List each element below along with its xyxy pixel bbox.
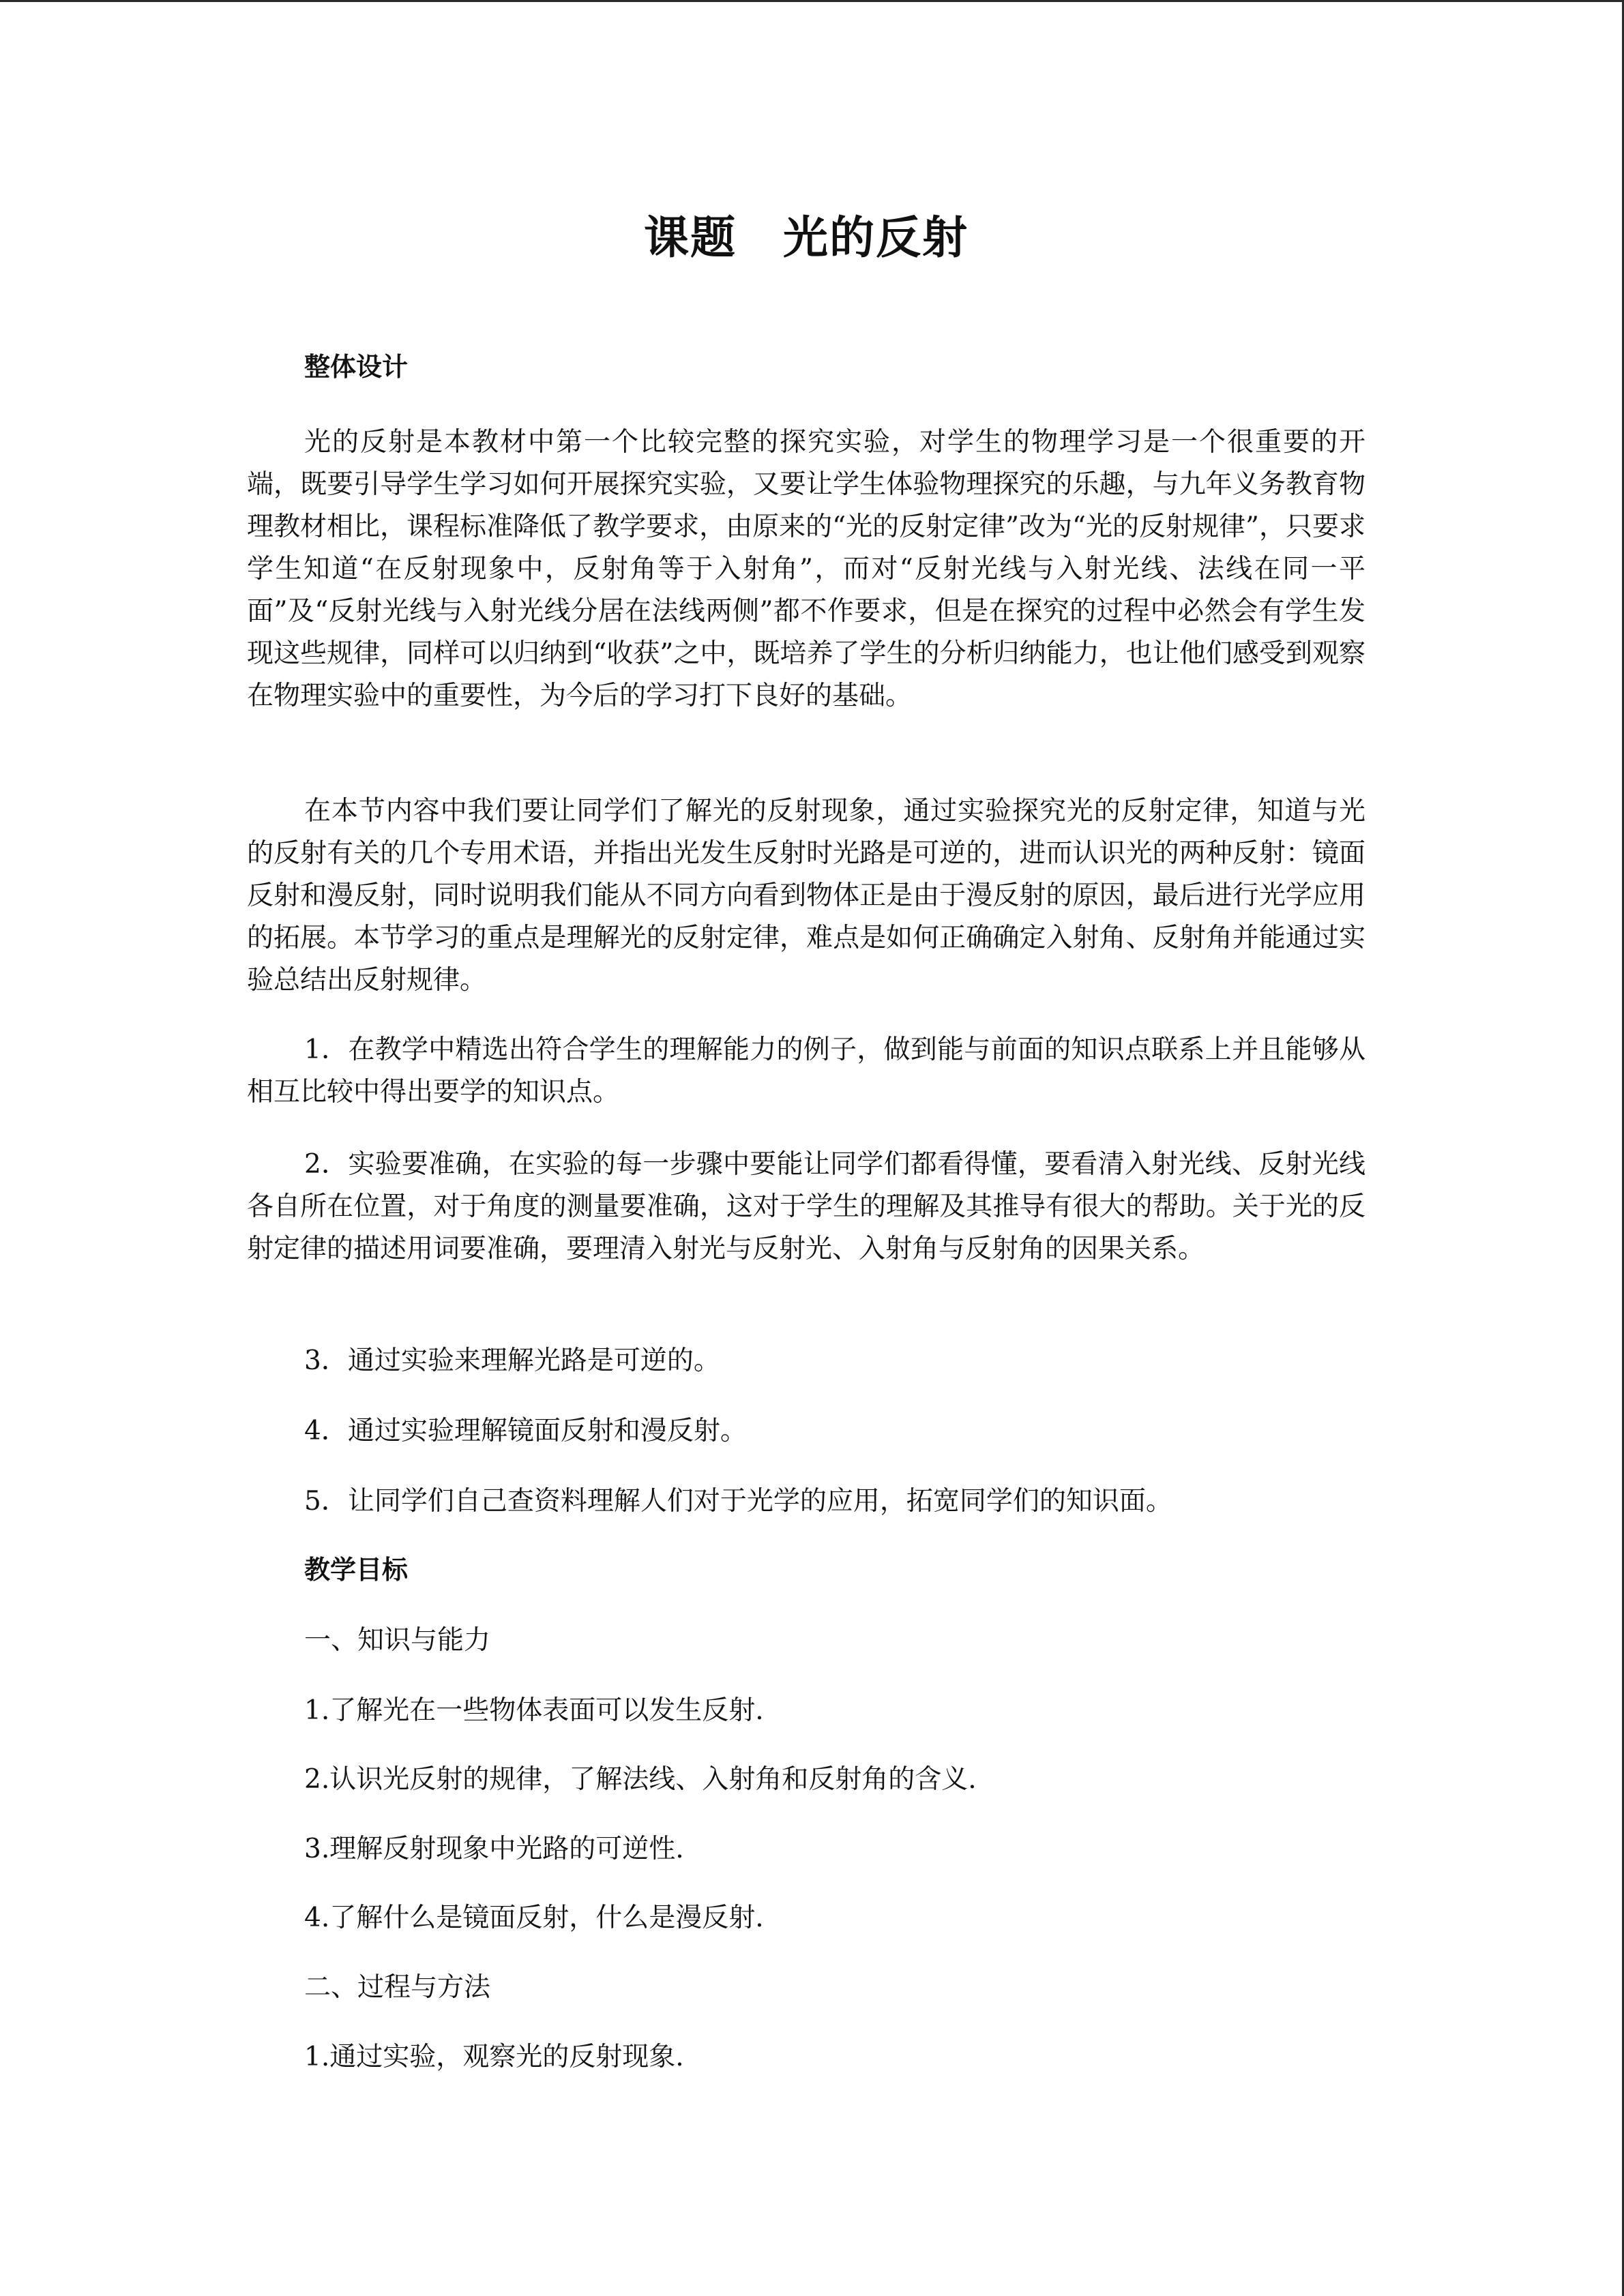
paragraph-point-4: 4．通过实验理解镜面反射和漫反射。 (304, 1416, 747, 1446)
goal-item: 3.理解反射现象中光路的可逆性. (304, 1834, 684, 1864)
heading-teaching-goals: 教学目标 (304, 1555, 409, 1585)
goal-item: 1.了解光在一些物体表面可以发生反射. (304, 1695, 764, 1726)
goal-item: 4.了解什么是镜面反射，什么是漫反射. (304, 1903, 764, 1933)
paragraph-point-5: 5．让同学们自己查资料理解人们对于光学的应用，拓宽同学们的知识面。 (304, 1486, 1172, 1517)
document-title: 课题 光的反射 (644, 211, 969, 264)
subheading-process-method: 二、过程与方法 (304, 1972, 491, 2003)
paragraph-intro-2: 在本节内容中我们要让同学们了解光的反射现象，通过实验探究光的反射定律，知道与光的反射有关的几个专用术语，并指出光发生反射时光路是可逆的，进而认识光的两种反射：镜面反射和漫反射，同时说明我们能从不同方向看到物体正是由于漫反射的原因，最后进行光学应用的拓展。本节学习的重点是理解光的反射定律，难点是如何正确确定入射角、反射角并能通过实验总结出反射规律。 (247, 796, 1365, 996)
goal-item: 2.认识光反射的规律，了解法线、入射角和反射角的含义. (304, 1764, 977, 1795)
subheading-knowledge-ability: 一、知识与能力 (304, 1625, 491, 1656)
paragraph-point-2: 2．实验要准确，在实验的每一步骤中要能让同学们都看得懂，要看清入射光线、反射光线各自所在位置，对于角度的测量要准确，这对于学生的理解及其推导有很大的帮助。关于光的反射定律的描述用词要准确，要理清入射光与反射光、入射角与反射角的因果关系。 (247, 1149, 1365, 1264)
paragraph-point-1: 1．在教学中精选出符合学生的理解能力的例子，做到能与前面的知识点联系上并且能够从相互比较中得出要学的知识点。 (247, 1034, 1365, 1107)
paragraph-intro-1: 光的反射是本教材中第一个比较完整的探究实验，对学生的物理学习是一个很重要的开端，既要引导学生学习如何开展探究实验，又要让学生体验物理探究的乐趣，与九年义务教育物理教材相比，课程标准降低了教学要求，由原来的“光的反射定律”改为“光的反射规律”，只要求学生知道“在反射现象中，反射角等于入射角”，而对“反射光线与入射光线、法线在同一平面”及“反射光线与入射光线分居在法线两侧”都不作要求，但是在探究的过程中必然会有学生发现这些规律，同样可以归纳到“收获”之中，既培养了学生的分析归纳能力，也让他们感受到观察在物理实验中的重要性，为今后的学习打下良好的基础。 (247, 427, 1365, 711)
paragraph-point-3: 3．通过实验来理解光路是可逆的。 (304, 1345, 720, 1376)
top-border-rule (0, 0, 1624, 2)
goal-item: 1.通过实验，观察光的反射现象. (304, 2042, 684, 2072)
heading-overall-design: 整体设计 (304, 352, 409, 382)
